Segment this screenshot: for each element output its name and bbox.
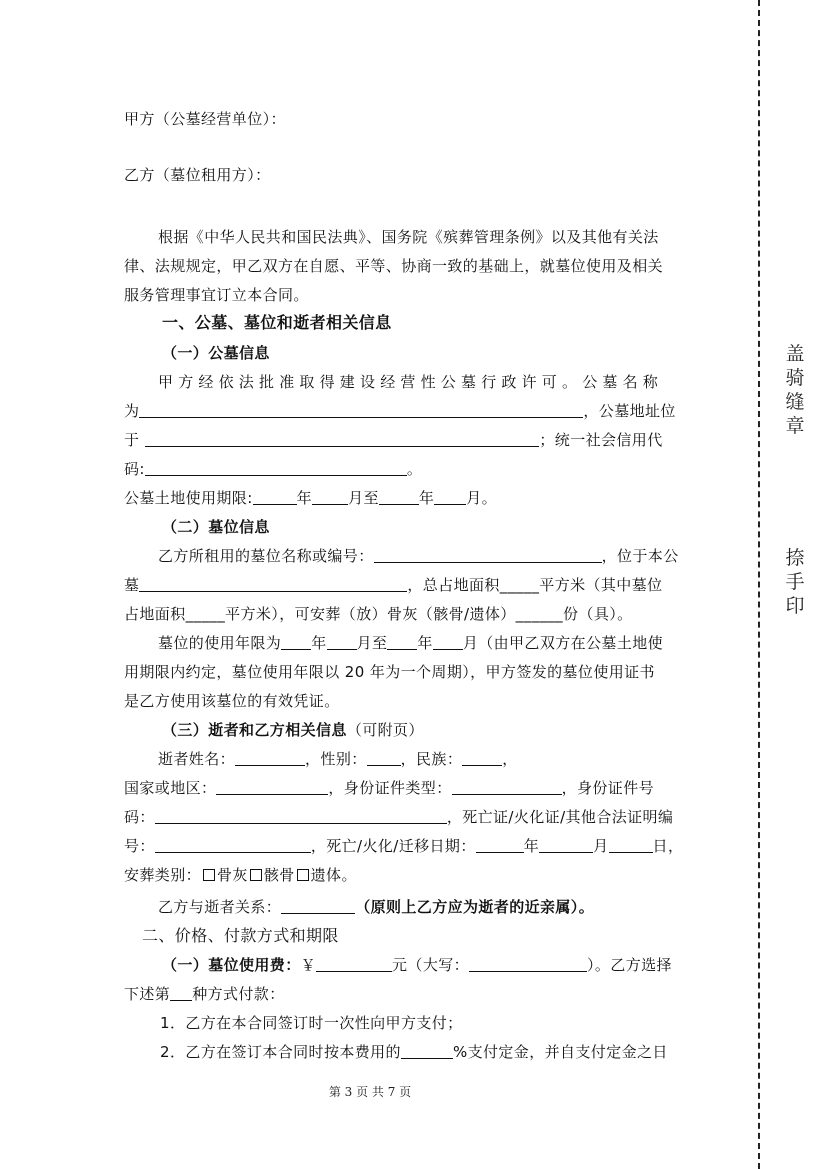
burial-type-label: 安葬类别： <box>124 866 202 884</box>
cemetery-name-blank <box>139 402 583 418</box>
term-end-year-blank <box>387 634 417 650</box>
month-to-label: 月至 <box>356 634 388 652</box>
credit-suffix: ；统一社会信用代 <box>539 431 663 449</box>
ethnic-blank <box>462 750 502 766</box>
fingerprint-char: 手 <box>785 571 805 593</box>
choose-text: ）。乙方选择 <box>587 956 672 974</box>
cert-number-line <box>124 836 683 856</box>
deceased-title-note: （可附页） <box>346 721 424 739</box>
day-label: 日， <box>652 837 684 855</box>
perforation-line <box>758 0 760 1169</box>
party-b-label: 乙方（墓位租用方）： <box>124 166 271 184</box>
date-year-blank <box>476 837 524 853</box>
ma-label: 码： <box>124 808 155 826</box>
credit-code-line <box>124 459 422 479</box>
plot-area-text: ，总占地面积_____平方米（其中墓位 <box>407 576 663 594</box>
opt2-suffix: %支付定金，并自支付定金之日 <box>452 1043 668 1061</box>
bone-option: 骸骨 <box>263 866 295 884</box>
credit-prefix: 码: <box>124 460 145 478</box>
deceased-name-blank <box>235 750 305 766</box>
id-type-label: ，身份证件类型： <box>328 779 452 797</box>
id-number-line <box>124 807 673 827</box>
plot-located: ，位于本公 <box>601 547 679 565</box>
relation-blank <box>281 898 355 914</box>
opt2-prefix: 2．乙方在签订本合同时按本费用的 <box>160 1043 401 1061</box>
body-option: 遗体。 <box>310 866 357 884</box>
seal-label <box>782 342 808 438</box>
cemetery-intro: 甲方经依法批准取得建设经营性公墓行政许可。公墓名称 <box>158 373 664 391</box>
name-prefix: 为 <box>124 402 140 420</box>
plot-term-line <box>124 633 663 653</box>
plot-name-label: 乙方所租用的墓位名称或编号： <box>158 547 374 565</box>
ash-option: 骨灰 <box>217 866 248 884</box>
preamble-line-2: 律、法规规定，甲乙双方在自愿、平等、协商一致的基础上，就墓位使用及相关 <box>124 257 664 275</box>
deceased-name-label: 逝者姓名： <box>158 750 236 768</box>
year-label: 年 <box>523 837 540 855</box>
month-end-label: 月。 <box>466 489 498 507</box>
gender-label: ，性别： <box>305 750 367 768</box>
gender-blank <box>367 750 401 766</box>
fingerprint-char: 捺 <box>785 547 805 569</box>
section-1-title: 一、公墓、墓位和逝者相关信息 <box>162 313 392 332</box>
cert-number-blank <box>155 837 311 853</box>
id-type-blank <box>452 779 562 795</box>
term-end-month-blank <box>433 634 463 650</box>
seal-char: 骑 <box>785 367 805 389</box>
deceased-info-title-line <box>162 720 424 740</box>
country-id-line <box>124 778 654 798</box>
date-month-blank <box>539 837 593 853</box>
preamble-line-3: 服务管理事宜订立本合同。 <box>124 286 309 304</box>
land-end-month-blank <box>434 489 466 505</box>
payment-choice-line <box>124 984 285 1004</box>
fee-title: （一）墓位使用费： <box>162 956 301 974</box>
checkbox-bone[interactable] <box>250 869 262 881</box>
deceased-info-title: （三）逝者和乙方相关信息 <box>162 721 347 739</box>
addr-prefix: 于 <box>124 431 140 449</box>
land-start-month-blank <box>312 489 348 505</box>
date-label: ，死亡/火化/迁移日期： <box>310 837 476 855</box>
payment-option-2 <box>160 1042 668 1062</box>
checkbox-body[interactable] <box>297 869 309 881</box>
country-blank <box>216 779 328 795</box>
plot-area-line <box>124 575 663 595</box>
plot-name-line <box>124 546 679 566</box>
relation-line <box>124 897 594 917</box>
plot-info-title: （二）墓位信息 <box>162 518 270 536</box>
deceased-name-line <box>124 749 518 769</box>
currency-symbol: ￥ <box>300 956 317 974</box>
fee-line <box>162 955 672 975</box>
cemetery-name-line <box>124 401 676 421</box>
year-label: 年 <box>311 634 327 652</box>
id-no-label: ，身份证件号 <box>561 779 655 797</box>
preamble-line-1: 根据《中华人民共和国民法典》、国务院《殡葬管理条例》以及其他有关法 <box>158 228 659 246</box>
plot-name-blank <box>374 547 602 563</box>
period: 。 <box>406 460 423 478</box>
relation-note: （原则上乙方应为逝者的近亲属）。 <box>355 898 595 916</box>
term-start-year-blank <box>281 634 311 650</box>
fingerprint-label <box>782 546 808 618</box>
year-label: 年 <box>417 634 433 652</box>
fee-capital-blank <box>469 956 587 972</box>
death-cert-label: ，死亡证/火化证/其他合法证明编 <box>446 808 674 826</box>
burial-type-line <box>124 865 357 885</box>
cemetery-address-blank <box>145 431 539 447</box>
payment-option-1: 1．乙方在本合同签订时一次性向甲方支付； <box>160 1014 463 1032</box>
seal-char: 盖 <box>785 343 805 365</box>
plot-term-line-2: 用期限内约定，墓位使用年限以 20 年为一个周期），甲方签发的墓位使用证书 <box>124 663 655 681</box>
cemetery-address-line <box>124 430 663 450</box>
yuan-label: 元（大写： <box>392 956 470 974</box>
addr-suffix: ，公墓地址位 <box>583 402 676 420</box>
mu-char: 墓 <box>124 576 140 594</box>
plot-location-blank <box>139 576 407 592</box>
choice-prefix: 下述第 <box>124 985 171 1003</box>
date-day-blank <box>609 837 653 853</box>
section-2-title: 二、价格、付款方式和期限 <box>142 926 339 945</box>
seal-char: 缝 <box>785 391 805 413</box>
choice-blank <box>170 985 192 1001</box>
checkbox-ash[interactable] <box>203 869 215 881</box>
plot-capacity-line: 占地面积_____平方米），可安葬（放）骨灰（骸骨/遗体）______份（具）。 <box>124 605 633 623</box>
year-label: 年 <box>418 489 435 507</box>
party-a-label: 甲方（公墓经营单位）： <box>124 110 286 128</box>
page-footer: 第 3 页 共 7 页 <box>328 1085 412 1099</box>
fee-amount-blank <box>316 956 392 972</box>
plot-term-line-3: 是乙方使用该墓位的有效凭证。 <box>124 692 340 710</box>
id-number-blank <box>155 808 447 824</box>
choice-suffix: 种方式付款： <box>192 985 285 1003</box>
fingerprint-char: 印 <box>785 595 805 617</box>
land-use-line <box>124 488 497 508</box>
land-start-year-blank <box>253 489 297 505</box>
hao-label: 号： <box>124 837 155 855</box>
term-label: 墓位的使用年限为 <box>158 634 282 652</box>
land-end-year-blank <box>379 489 419 505</box>
term-note: 月（由甲乙双方在公墓土地使 <box>462 634 664 652</box>
year-label: 年 <box>296 489 313 507</box>
credit-code-blank <box>145 460 407 476</box>
comma: ， <box>502 750 518 768</box>
deposit-percent-blank <box>401 1043 453 1059</box>
month-to-label: 月至 <box>348 489 379 507</box>
country-label: 国家或地区： <box>124 779 217 797</box>
seal-char: 章 <box>785 415 805 437</box>
relation-label: 乙方与逝者关系： <box>158 898 282 916</box>
ethnic-label: ，民族： <box>400 750 463 768</box>
land-use-label: 公墓土地使用期限: <box>124 489 253 507</box>
term-start-month-blank <box>327 634 357 650</box>
cemetery-info-title: （一）公墓信息 <box>162 344 270 362</box>
month-label: 月 <box>593 837 609 855</box>
